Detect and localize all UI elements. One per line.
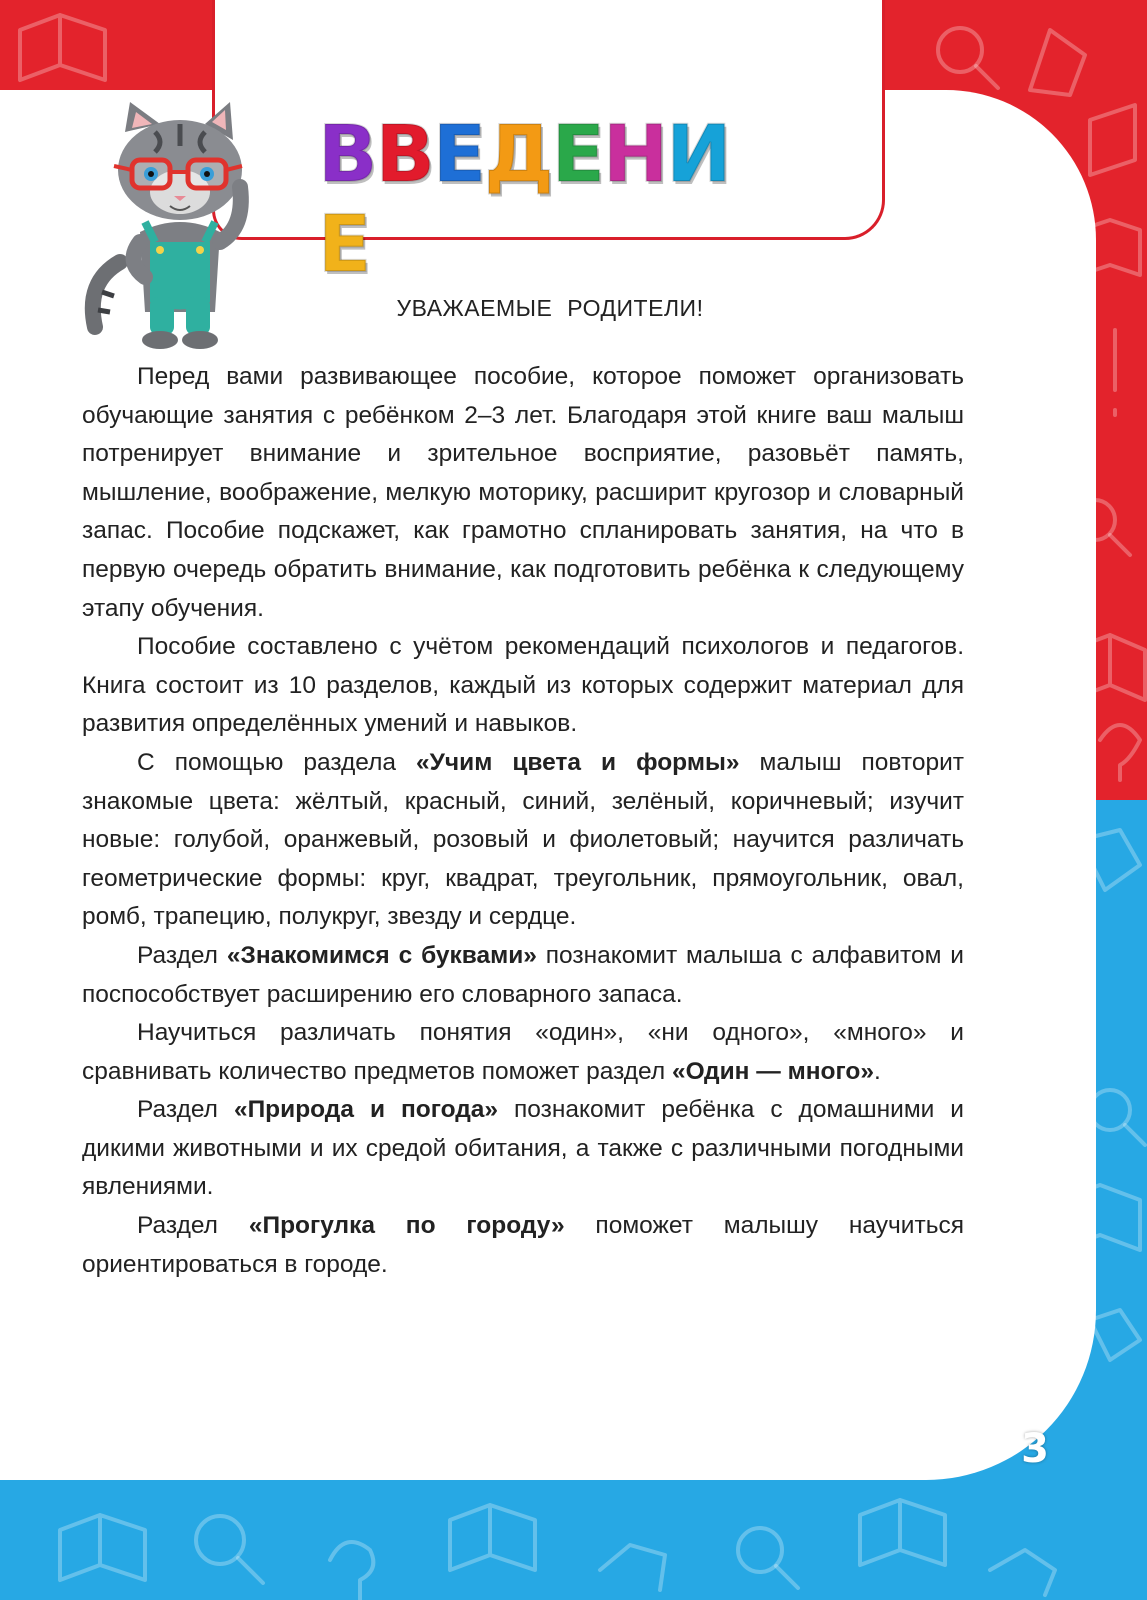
paragraph-5-text-a: Научиться различать понятия «один», «ни одного», «много» и сравнивать количество предметов поможет раздел [82, 1019, 964, 1085]
page-number: 3 [1021, 1426, 1049, 1472]
paragraph-5-text-c: . [873, 1057, 881, 1085]
paragraph-4-text-a: Раздел [137, 941, 227, 969]
section-name-nature-weather: «Природа и погода» [233, 1096, 499, 1124]
title-letter-1: В [318, 110, 378, 200]
paragraph-7-text-a: Раздел [137, 1212, 249, 1240]
title-letter-3: Е [432, 110, 487, 200]
paragraph-4 [82, 937, 964, 1014]
paragraph-3-text-a: С помощью раздела [137, 748, 417, 776]
title-letter-7: И [666, 110, 732, 200]
section-name-one-many: «Один — много» [671, 1057, 874, 1085]
paragraph-6-text-a: Раздел [137, 1096, 234, 1124]
title-letter-8: Е [318, 200, 372, 290]
section-name-city-walk: «Прогулка по городу» [248, 1212, 565, 1240]
body-text [82, 358, 964, 1284]
title-letter-5: Е [551, 110, 605, 200]
paragraph-6 [82, 1091, 964, 1207]
paragraph-5 [82, 1014, 964, 1091]
paragraph-4-text-c: познакомит малыша с алфавитом и поспособствует расширению его словарного запаса. [82, 941, 964, 1008]
title-letter-4: Д [484, 110, 554, 200]
paragraph-1: Перед вами развивающее пособие, которое поможет организовать обучающие занятия с ребёнком 2–3 лет. Благодаря этой книге ваш малыш потренирует внимание и зрительное восприятие, разовьёт память, мышление, воображение, мелкую моторику, расширит кругозор и словарный запас. Пособие подскажет, как грамотно спланировать занятия, на что в первую очередь обратить внимание, как подготовить ребёнка к следующему этапу обучения. [82, 363, 964, 622]
paragraph-2: Пособие составлено с учётом рекомендаций психологов и педагогов. Книга состоит из 10 разделов, каждый из которых содержит материал для развития определённых умений и навыков. [82, 633, 964, 738]
paragraph-7 [82, 1207, 964, 1284]
section-heading: УВАЖАЕМЫЕ РОДИТЕЛИ! [396, 295, 704, 321]
title-letter-2: В [375, 110, 435, 200]
paragraph-7-text-c: поможет малышу научиться ориентироваться в городе. [82, 1212, 964, 1278]
paragraph-6-text-c: познакомит ребёнка с домашними и дикими животными и их средой обитания, а также с различными погодными явлениями. [82, 1096, 964, 1201]
section-name-colors-shapes: «Учим цвета и формы» [416, 748, 740, 776]
section-name-letters: «Знакомимся с буквами» [226, 941, 537, 969]
paragraph-3 [82, 744, 964, 937]
paragraph-3-text-c: малыш повторит знакомые цвета: жёлтый, красный, синий, зелёный, коричневый; изучит новые: голубой, оранжевый, розовый и фиолетовый; научится различать геометрические формы: круг, квадрат, треугольник, прямоугольник, овал, ромб, трапецию, полукруг, звезду и сердце. [82, 748, 964, 931]
title-letter-6: Н [602, 110, 669, 200]
page-title [318, 110, 778, 290]
